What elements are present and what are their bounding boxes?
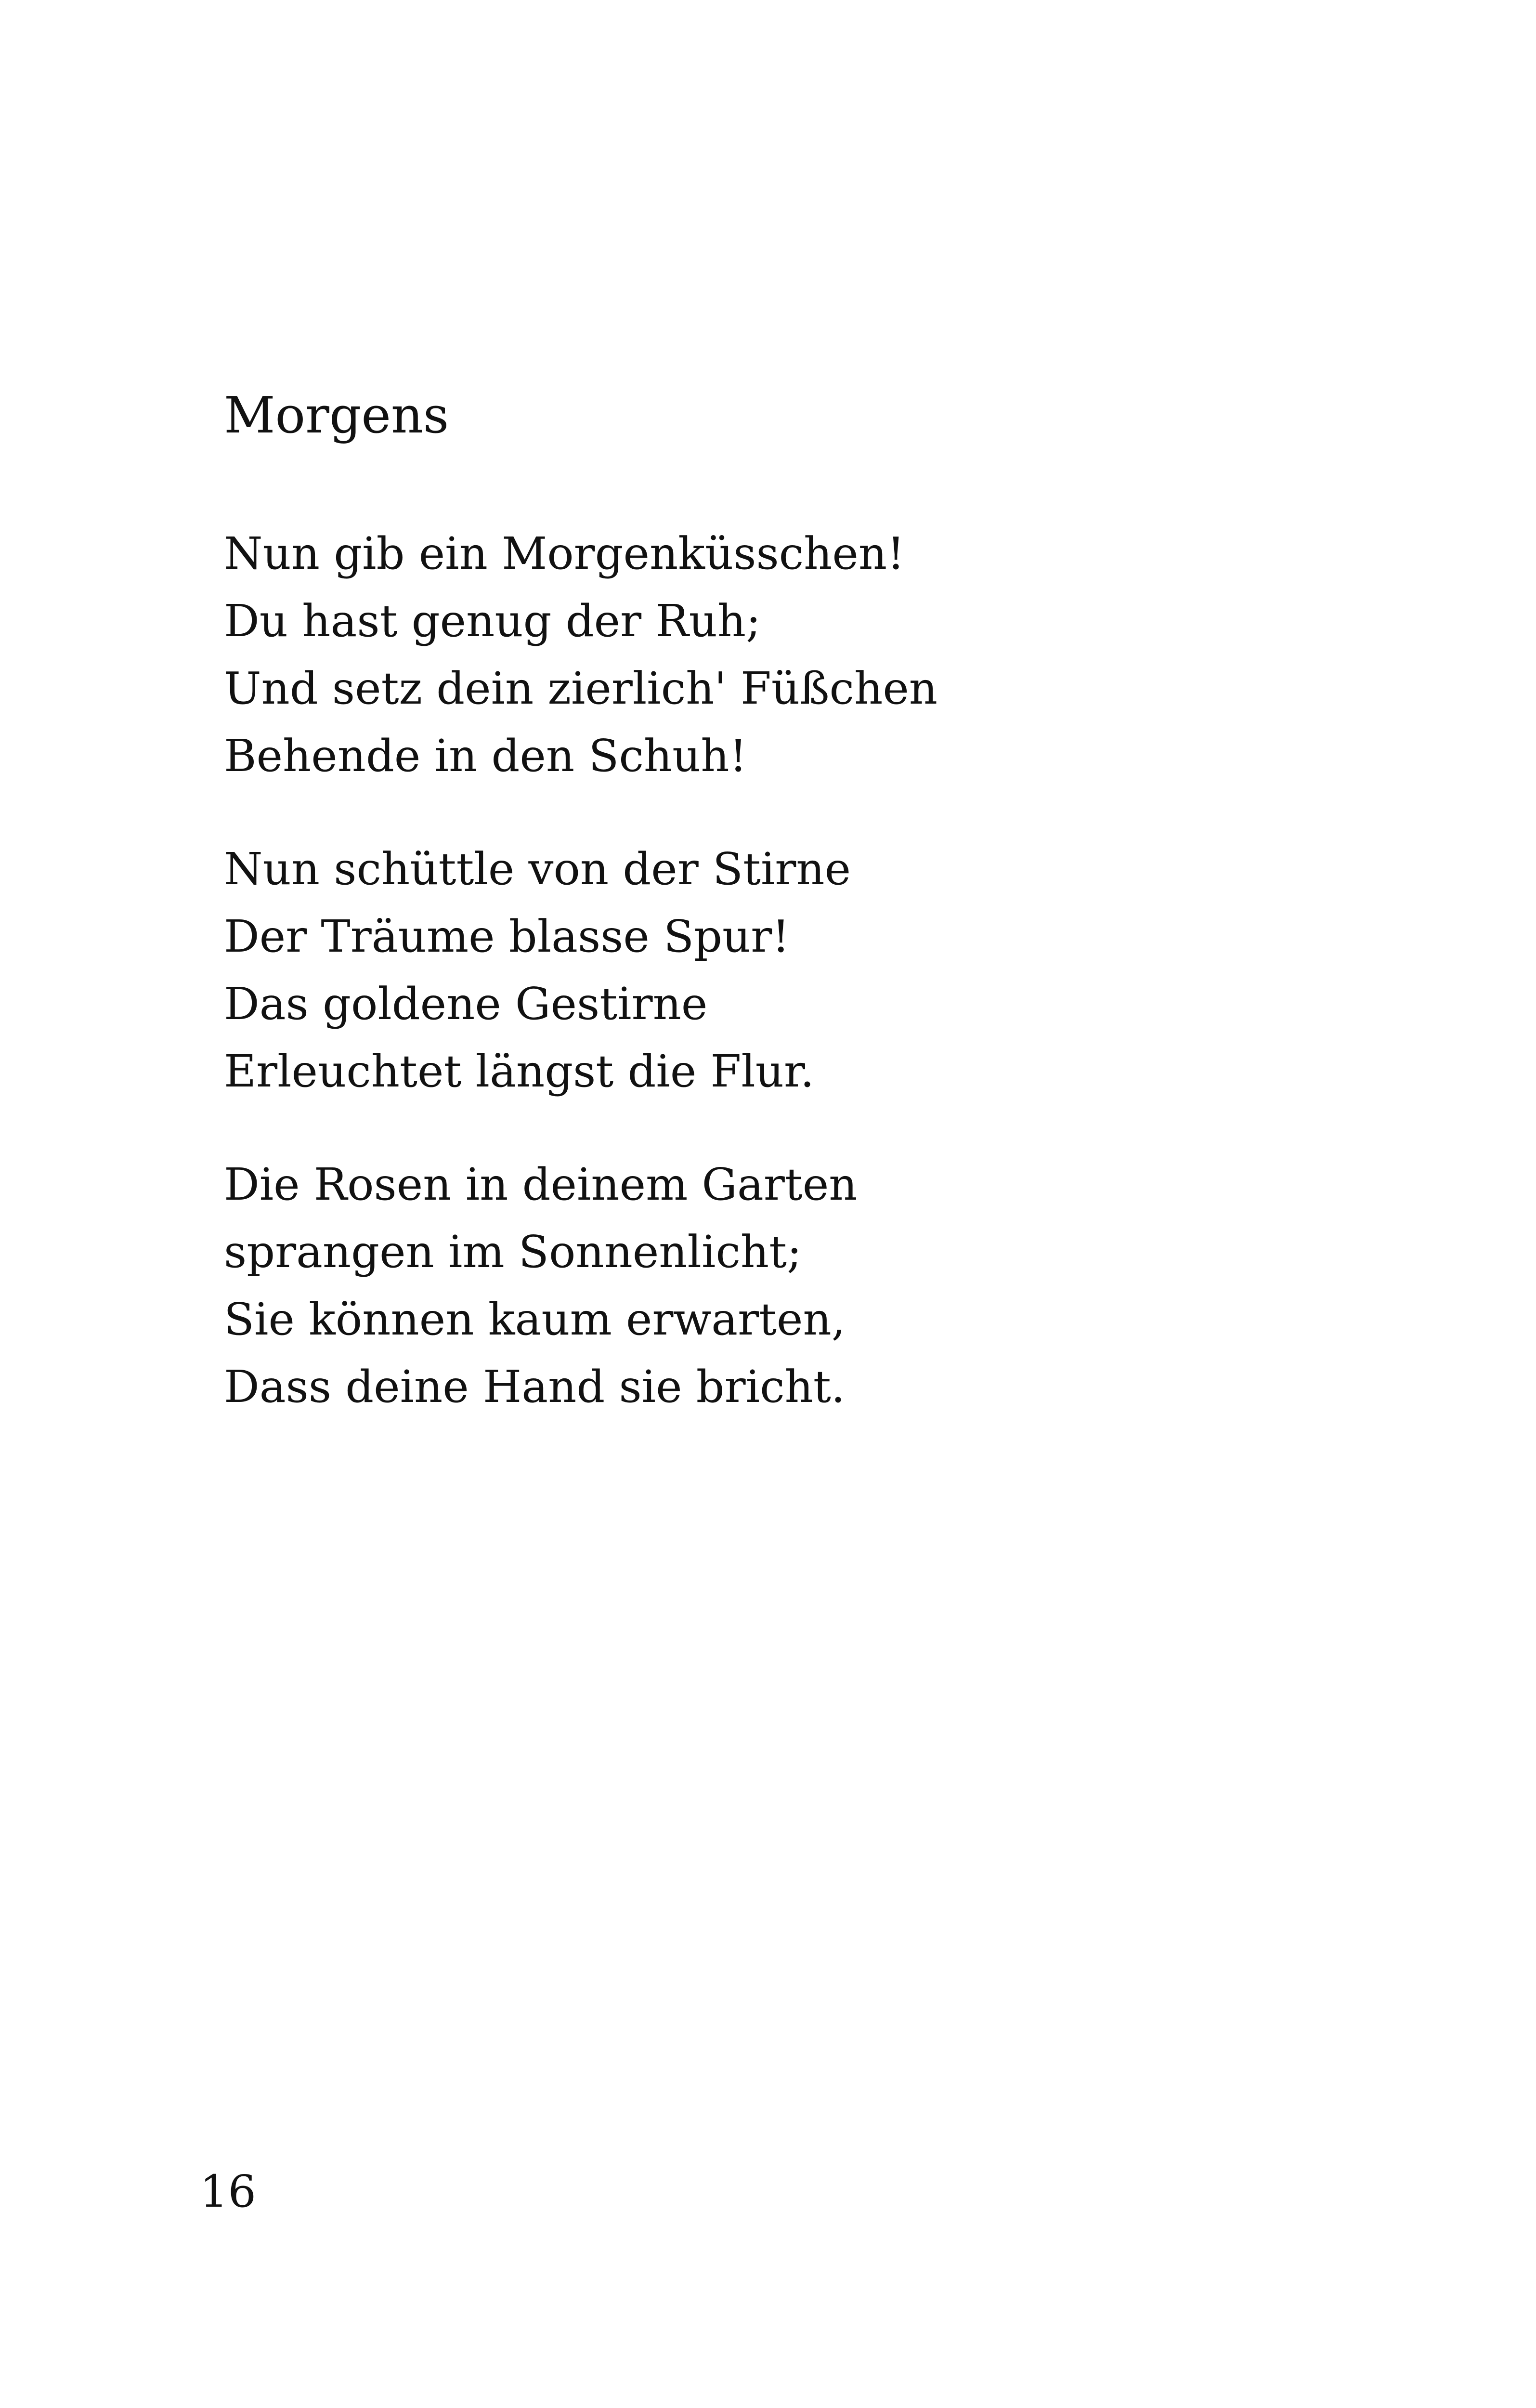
- page-number: 16: [200, 2166, 257, 2217]
- poem-body: [224, 520, 937, 1466]
- poem-line: Nun gib ein Morgenküsschen!: [224, 528, 905, 579]
- poem-line: sprangen im Sonnenlicht;: [224, 1226, 802, 1278]
- poem-title: Morgens: [224, 386, 449, 445]
- poem-line: Sie können kaum erwarten,: [224, 1294, 846, 1345]
- poem-line: Das goldene Gestirne: [224, 978, 708, 1030]
- poem-line: Der Träume blasse Spur!: [224, 911, 790, 962]
- poem-line: Behende in den Schuh!: [224, 730, 747, 782]
- stanza-3: [224, 1151, 937, 1421]
- stanza-1: [224, 520, 937, 790]
- poem-line: Die Rosen in deinem Garten: [224, 1159, 858, 1210]
- poem-line: Erleuchtet längst die Flur.: [224, 1046, 815, 1097]
- poem-line: Du hast genug der Ruh;: [224, 595, 761, 647]
- poem-line: Dass deine Hand sie bricht.: [224, 1361, 846, 1413]
- poem-line: Nun schüttle von der Stirne: [224, 843, 851, 895]
- stanza-2: [224, 836, 937, 1105]
- poem-line: Und setz dein zierlich' Füßchen: [224, 663, 938, 714]
